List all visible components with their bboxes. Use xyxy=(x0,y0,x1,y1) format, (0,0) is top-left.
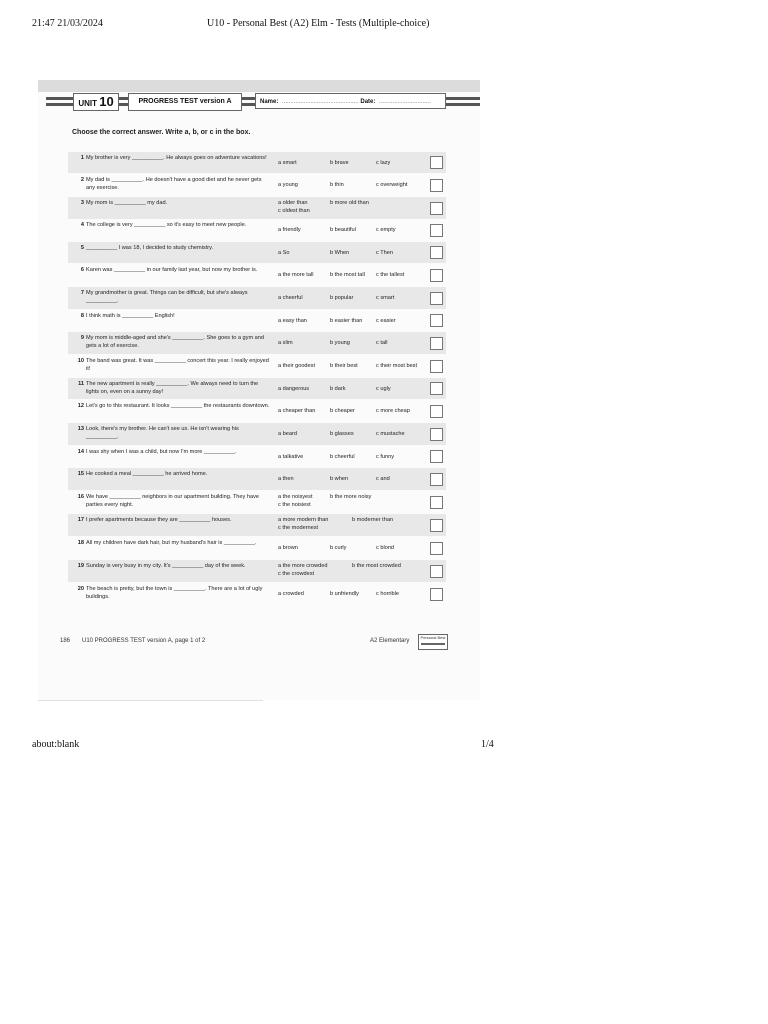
worksheet-footer xyxy=(60,636,446,652)
option-b: b brave xyxy=(330,160,349,166)
question-number: 1 xyxy=(80,155,84,161)
question-text: The beach is pretty, but the town is __________. There are a lot of ugly buildings. xyxy=(86,586,263,600)
question-text: My mom is __________ my dad. xyxy=(86,200,168,206)
option-c: c ugly xyxy=(376,386,391,392)
option-c: c the modernest xyxy=(278,525,319,531)
option-c: c easier xyxy=(376,318,396,324)
question-row xyxy=(68,264,446,286)
question-row xyxy=(68,287,446,309)
option-c: c empty xyxy=(376,227,396,233)
option-a: a older than xyxy=(278,200,308,206)
question-text: Look, there's my brother. He can't see us. He isn't wearing his __________. xyxy=(86,426,239,440)
question-number: 12 xyxy=(77,403,84,409)
option-c: c more cheap xyxy=(376,408,410,414)
question-text: We have __________ neighbors in our apartment building. They have parties every night. xyxy=(86,494,260,508)
option-b: b popular xyxy=(330,295,354,301)
answer-options xyxy=(278,378,430,399)
answer-box[interactable] xyxy=(430,565,443,578)
answer-box[interactable] xyxy=(430,156,443,169)
answer-box[interactable] xyxy=(430,246,443,259)
answer-options xyxy=(278,400,430,422)
answer-box[interactable] xyxy=(430,314,443,327)
worksheet xyxy=(38,80,480,700)
option-b: b their best xyxy=(330,363,358,369)
question-row xyxy=(68,197,446,219)
question-text: The new apartment is really __________. We always need to turn the lights on, even on a sunny day! xyxy=(86,381,259,395)
unit-number: 10 xyxy=(99,94,114,109)
answer-options xyxy=(278,219,430,241)
option-c: c mustache xyxy=(376,431,405,437)
question-number: 2 xyxy=(80,177,84,183)
option-a: a then xyxy=(278,476,294,482)
option-a: a more modern than xyxy=(278,517,329,523)
print-page: 1/4 xyxy=(481,739,494,750)
level-label: A2 Elementary xyxy=(370,638,410,644)
answer-options xyxy=(278,560,430,582)
option-b: b moderner than xyxy=(352,517,394,523)
footer-text: U10 PROGRESS TEST version A, page 1 of 2 xyxy=(82,638,206,644)
question-row xyxy=(68,378,446,399)
question-number: 20 xyxy=(77,586,84,592)
question-text: All my children have dark hair, but my husband's hair is __________. xyxy=(86,540,257,546)
answer-box[interactable] xyxy=(430,382,443,395)
question-number: 9 xyxy=(80,335,84,341)
option-b: b When xyxy=(330,250,350,256)
answer-box[interactable] xyxy=(430,405,443,418)
answer-options xyxy=(278,332,430,354)
answer-box[interactable] xyxy=(430,360,443,373)
option-c: c horrible xyxy=(376,591,400,597)
question-row xyxy=(68,152,446,173)
question-row xyxy=(68,560,446,582)
option-b: b easier than xyxy=(330,318,363,324)
option-c: c their most best xyxy=(376,363,418,369)
print-url: about:blank xyxy=(32,739,80,750)
test-title: PROGRESS TEST version A xyxy=(128,93,242,111)
option-a: a the more tall xyxy=(278,272,314,278)
option-c: c oldest than xyxy=(278,208,310,214)
answer-box[interactable] xyxy=(430,473,443,486)
answer-box[interactable] xyxy=(430,496,443,509)
question-row xyxy=(68,468,446,490)
question-row xyxy=(68,423,446,445)
question-text: The band was great. It was __________ concert this year. I really enjoyed it! xyxy=(86,358,269,372)
option-b: b the most crowded xyxy=(352,563,401,569)
question-row xyxy=(68,537,446,559)
question-text: I prefer apartments because they are __________ houses. xyxy=(86,517,232,523)
answer-box[interactable] xyxy=(430,519,443,532)
option-a: a beard xyxy=(278,431,297,437)
question-text: He cooked a meal __________ he arrived home. xyxy=(86,471,208,477)
option-c: c tall xyxy=(376,340,388,346)
question-text: My brother is very __________. He always goes on adventure vacations! xyxy=(86,155,267,161)
question-row xyxy=(68,219,446,241)
question-number: 14 xyxy=(77,449,84,455)
option-c: c the noisiest xyxy=(278,502,311,508)
option-c: c smart xyxy=(376,295,395,301)
answer-options xyxy=(278,491,430,513)
answer-options xyxy=(278,514,430,536)
question-number: 11 xyxy=(78,381,84,387)
question-row xyxy=(68,400,446,422)
unit-badge: UNIT 10 xyxy=(73,93,119,111)
option-a: a smart xyxy=(278,160,297,166)
option-a: a slim xyxy=(278,340,293,346)
option-b: b cheerful xyxy=(330,454,355,460)
question-row xyxy=(68,583,446,605)
answer-options xyxy=(278,468,430,490)
answer-options xyxy=(278,583,430,605)
option-b: b young xyxy=(330,340,350,346)
answer-options xyxy=(278,287,430,309)
question-row xyxy=(68,446,446,467)
personal-best-logo: Personal Best xyxy=(418,634,448,650)
option-c: c funny xyxy=(376,454,395,460)
question-text: __________ I was 18, I decided to study chemistry. xyxy=(86,245,214,251)
answer-box[interactable] xyxy=(430,202,443,215)
question-text: My grandmother is great. Things can be difficult, but she's always __________. xyxy=(86,290,248,304)
question-row xyxy=(68,514,446,536)
option-a: a talkative xyxy=(278,454,304,460)
name-date-box: Name: .............................................. Date: ............................... xyxy=(255,93,446,109)
question-number: 18 xyxy=(77,540,84,546)
question-row xyxy=(68,310,446,331)
page-number: 186 xyxy=(60,638,71,644)
answer-options xyxy=(278,355,430,377)
print-header xyxy=(0,18,768,34)
print-timestamp: 21:47 21/03/2024 xyxy=(32,18,103,29)
option-b: b the most tall xyxy=(330,272,365,278)
question-text: Let's go to this restaurant. It looks __________ the restaurants downtown. xyxy=(86,403,270,409)
date-label: Date: xyxy=(360,99,376,105)
answer-box[interactable] xyxy=(430,337,443,350)
option-b: b dark xyxy=(330,386,346,392)
question-number: 15 xyxy=(77,471,84,477)
question-row xyxy=(68,174,446,196)
question-number: 4 xyxy=(80,222,84,228)
question-number: 5 xyxy=(80,245,84,251)
question-number: 16 xyxy=(77,494,84,500)
question-text: My dad is __________. He doesn't have a good diet and he never gets any exercise. xyxy=(86,177,262,191)
question-number: 17 xyxy=(77,517,84,523)
option-c: c the tallest xyxy=(376,272,405,278)
option-a: a crowded xyxy=(278,591,304,597)
answer-box[interactable] xyxy=(430,224,443,237)
option-a: a young xyxy=(278,182,298,188)
answer-box[interactable] xyxy=(430,292,443,305)
answer-box[interactable] xyxy=(430,588,443,601)
answer-options xyxy=(278,446,430,467)
question-number: 6 xyxy=(80,267,84,273)
option-a: a easy than xyxy=(278,318,307,324)
question-number: 13 xyxy=(77,426,84,432)
option-b: b when xyxy=(330,476,349,482)
question-row xyxy=(68,242,446,263)
option-b: b glasses xyxy=(330,431,354,437)
print-title: U10 - Personal Best (A2) Elm - Tests (Multiple-choice) xyxy=(207,18,430,29)
question-text: Karen was __________ in our family last year, but now my brother is. xyxy=(86,267,258,273)
option-a: a the more crowded xyxy=(278,563,328,569)
option-b: b beautiful xyxy=(330,227,356,233)
answer-options xyxy=(278,264,430,286)
question-text: My mom is middle-aged and she's __________. She goes to a gym and gets a lot of exercise. xyxy=(86,335,265,349)
option-c: c the crowdest xyxy=(278,571,315,577)
option-b: b thin xyxy=(330,182,344,188)
answer-options xyxy=(278,537,430,559)
answer-options xyxy=(278,152,430,173)
answer-box[interactable] xyxy=(430,179,443,192)
answer-box[interactable] xyxy=(430,269,443,282)
option-c: c lazy xyxy=(376,160,391,166)
option-a: a their goodest xyxy=(278,363,316,369)
option-b: b curly xyxy=(330,545,347,551)
question-number: 8 xyxy=(80,313,84,319)
option-c: c and xyxy=(376,476,390,482)
question-text: I was shy when I was a child, but now I'm more __________. xyxy=(86,449,237,455)
option-c: c blond xyxy=(376,545,395,551)
question-row xyxy=(68,355,446,377)
question-number: 19 xyxy=(77,563,84,569)
answer-options xyxy=(278,174,430,196)
option-c: c Then xyxy=(376,250,393,256)
name-label: Name: xyxy=(260,99,279,105)
option-b: b more old than xyxy=(330,200,369,206)
question-row xyxy=(68,491,446,513)
option-a: a the noisyest xyxy=(278,494,313,500)
option-b: b unfriendly xyxy=(330,591,359,597)
question-text: Sunday is very busy in my city. It's __________ day of the week. xyxy=(86,563,246,569)
option-a: a dangerous xyxy=(278,386,310,392)
option-b: b the more noisy xyxy=(330,494,372,500)
instruction: Choose the correct answer. Write a, b, or c in the box. xyxy=(72,129,251,136)
question-row xyxy=(68,332,446,354)
option-a: a So xyxy=(278,250,290,256)
option-a: a friendly xyxy=(278,227,301,233)
answer-box[interactable] xyxy=(430,542,443,555)
option-c: c overweight xyxy=(376,182,408,188)
answer-options xyxy=(278,423,430,445)
answer-options xyxy=(278,310,430,331)
top-band xyxy=(38,80,480,92)
answer-options xyxy=(278,242,430,263)
question-text: I think math is __________ English! xyxy=(86,313,175,319)
answer-box[interactable] xyxy=(430,428,443,441)
question-number: 7 xyxy=(80,290,84,296)
question-number: 10 xyxy=(77,358,84,364)
option-a: a cheaper than xyxy=(278,408,316,414)
option-a: a brown xyxy=(278,545,298,551)
question-text: The college is very __________ so it's easy to meet new people. xyxy=(86,222,247,228)
option-a: a cheerful xyxy=(278,295,303,301)
answer-options xyxy=(278,197,430,219)
answer-box[interactable] xyxy=(430,450,443,463)
option-b: b cheaper xyxy=(330,408,355,414)
question-number: 3 xyxy=(80,200,84,206)
